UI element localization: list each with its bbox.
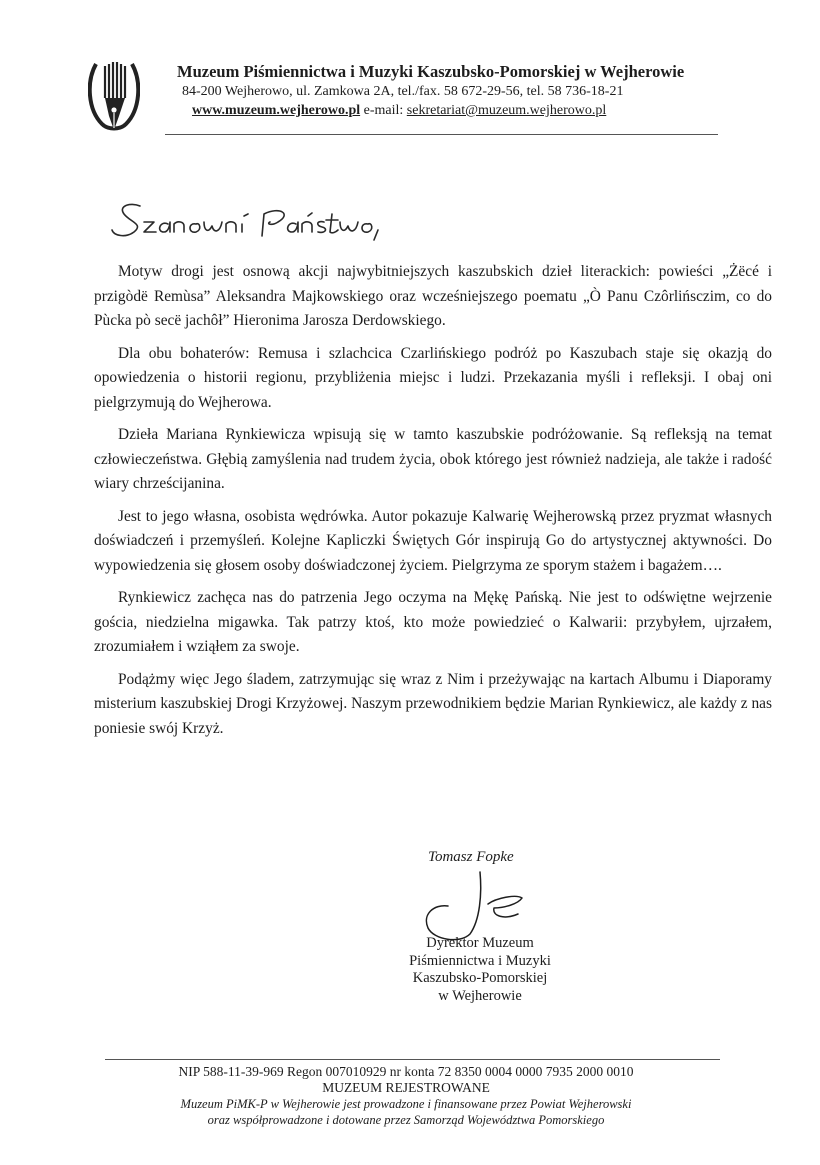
paragraph: Motyw drogi jest osnową akcji najwybitniejszych kaszubskich dzieł literackich: powieści „Żëcé i przigòdë Remùsa” Aleksandra Majkowskiego oraz wcześniejszego poematu „Ò Panu Czôrlińsczim, co do Pùcka pò secë jachôł” Hieronima Jarosza Derdowskiego. bbox=[94, 263, 772, 329]
paragraph: Jest to jego własna, osobista wędrówka. Autor pokazuje Kalwarię Wejherowską przez pryzmat własnych doświadczeń i przemyśleń. Kolejne Kapliczki Świętych Gór inspirują Go do artystycznej aktywności. Do wypowiedzenia się głosem osoby doświadczonej życiem. Pielgrzyma ze sporym stażem i bagażem…. bbox=[94, 507, 772, 574]
title-line: Kaszubsko-Pomorskiej bbox=[412, 970, 548, 986]
signatory-title bbox=[380, 935, 580, 1005]
registration-status: MUZEUM REJESTROWANE bbox=[322, 1080, 490, 1095]
signatory-name: Tomasz Fopke bbox=[428, 849, 514, 865]
website-link[interactable]: www.muzeum.wejherowo.pl bbox=[192, 103, 361, 118]
paragraph: Dzieła Mariana Rynkiewicza wpisują się w tamto kaszubskie podróżowanie. Są refleksją na temat człowieczeństwa. Głębią zamyślenia nad trudem życia, obok którego jest również nadzieja, ale także i radość wiary chrześcijanina. bbox=[94, 426, 772, 492]
contact-line bbox=[192, 103, 732, 119]
letter-body bbox=[94, 260, 772, 749]
paragraph: Dla obu bohaterów: Remusa i szlachcica Czarlińskiego podróż po Kaszubach staje się okazją do opowiedzenia o historii regionu, przybliżenia miejsc i ludzi. Przekazania myśli i refleksji. I obaj oni pielgrzymują do Wejherowa. bbox=[94, 344, 772, 411]
title-line: Dyrektor Muzeum bbox=[426, 935, 534, 951]
email-label: e-mail: bbox=[363, 103, 404, 118]
footer-divider bbox=[105, 1059, 720, 1060]
header-divider bbox=[165, 134, 718, 135]
paragraph: Podążmy więc Jego śladem, zatrzymując się wraz z Nim i przeżywając na kartach Albumu i Diaporamy misterium kaszubskiej Drogi Krzyżowej. Naszym przewodnikiem będzie Marian Rynkiewicz, ale każdy z nas poniesie swój Krzyż. bbox=[94, 670, 772, 737]
title-line: Piśmiennictwa i Muzyki bbox=[409, 952, 551, 969]
institution-address: 84-200 Wejherowo, ul. Zamkowa 2A, tel./fax. 58 672-29-56, tel. 58 736-18-21 bbox=[182, 84, 624, 99]
handwritten-signature bbox=[420, 864, 530, 944]
registry-info: NIP 588-11-39-969 Regon 007010929 nr konta 72 8350 0004 0000 7935 2000 0010 bbox=[178, 1064, 634, 1079]
title-line: w Wejherowie bbox=[438, 987, 522, 1004]
paragraph: Rynkiewicz zachęca nas do patrzenia Jego oczyma na Mękę Pańską. Nie jest to odświętne wejrzenie gościa, niedzielna migawka. Tak patrzy ktoś, kto może powiedzieć o Kalwarii: przybyłem, ujrzałem, zrozumiałem i wziąłem za swoje. bbox=[94, 589, 772, 655]
email-link[interactable]: sekretariat@muzeum.wejherowo.pl bbox=[406, 103, 607, 118]
funding-note: oraz współprowadzone i dotowane przez Samorząd Województwa Pomorskiego bbox=[207, 1113, 605, 1127]
funding-note: Muzeum PiMK-P w Wejherowie jest prowadzone i finansowane przez Powiat Wejherowski bbox=[180, 1097, 632, 1111]
handwritten-salutation bbox=[110, 192, 390, 250]
museum-logo-icon bbox=[88, 58, 140, 138]
institution-name: Muzeum Piśmiennictwa i Muzyki Kaszubsko-Pomorskiej w Wejherowie bbox=[177, 62, 685, 81]
